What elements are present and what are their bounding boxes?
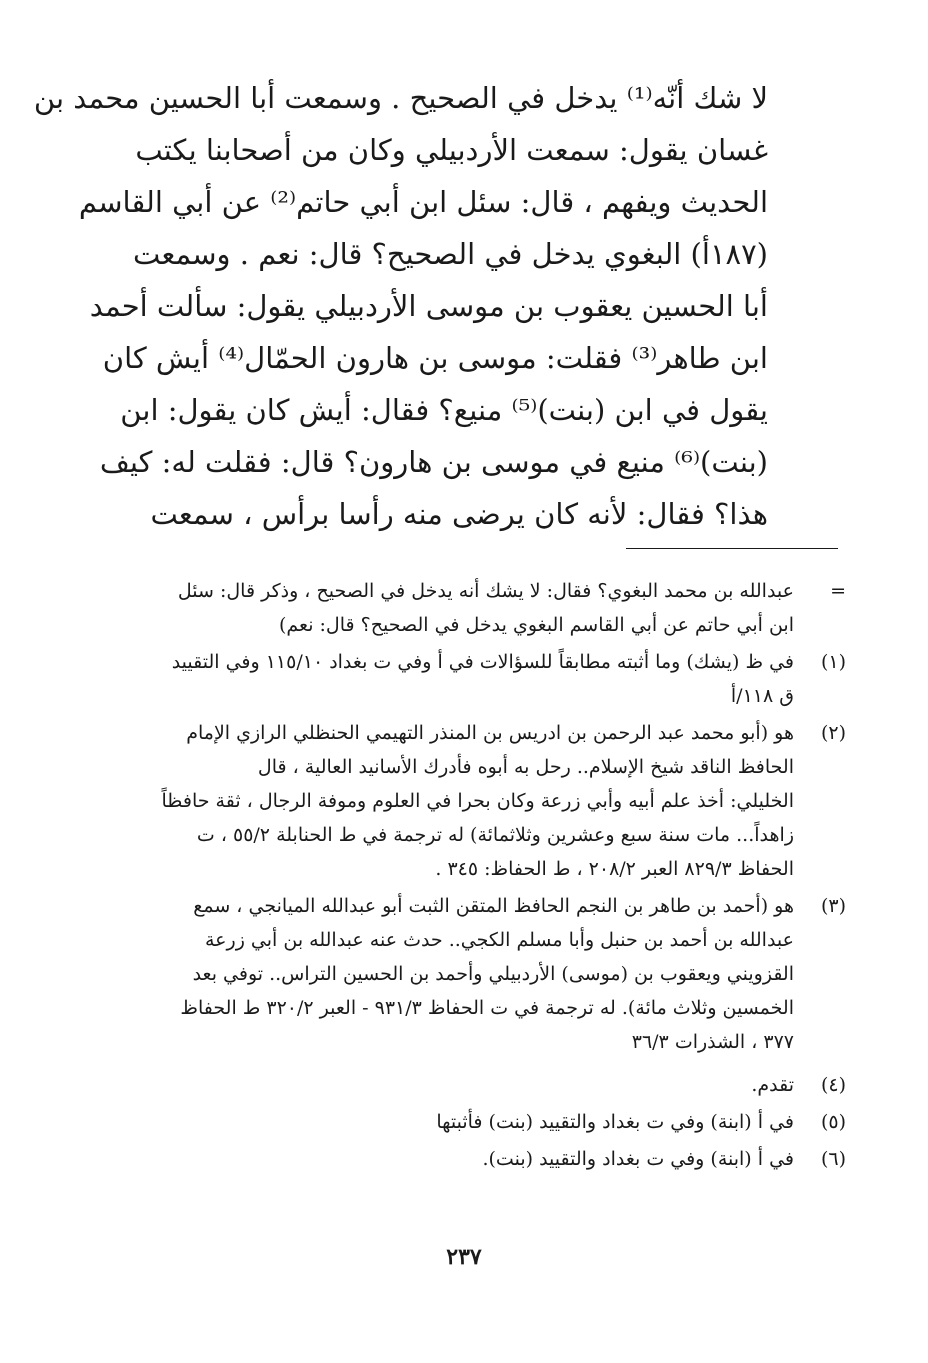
- footnote-body: [128, 889, 794, 1059]
- footnote-line: ابن أبي حاتم عن أبي القاسم البغوي يدخل في الصحيح؟ قال: نعم): [278, 614, 794, 636]
- footnote-line: في ظ (يشك) وما أثبته مطابقاً للسؤالات في أ وفي ت بغداد ١١٥/١٠ وفي التقييد: [171, 651, 794, 673]
- footnote-line: الخليلي: أخذ علم أبيه وأبي زرعة وكان بحرا في العلوم وموفة الرجال ، ثقة حافظاً: [161, 790, 794, 812]
- footnote-line: عبدالله بن أحمد بن حنبل وأبا مسلم الكجي.. حدث عنه عبدالله بن أبي زرعة: [205, 929, 794, 951]
- page-number: ٢٣٧: [446, 1244, 482, 1270]
- main-text-line: ابن طاهر⁽³⁾ فقلت: موسى بن هارون الحمّال⁽⁴⁾ أيش كان: [102, 341, 768, 375]
- footnote-body: [128, 1068, 794, 1102]
- footnote-line: القزويني ويعقوب بن (موسى) الأردبيلي وأحمد بن الحسين التراس.. توفي بعد: [192, 963, 794, 985]
- footnote-marker: (٦): [820, 1148, 846, 1170]
- footnote-5: [128, 1105, 846, 1139]
- footnote-marker: (٤): [820, 1074, 846, 1096]
- footnote-body: [128, 1142, 794, 1176]
- main-text-line: لا شك أنّه⁽¹⁾ يدخل في الصحيح . وسمعت أبا الحسين محمد بن: [33, 81, 768, 115]
- footnote-body: [128, 645, 794, 713]
- main-text-line: غسان يقول: سمعت الأردبيلي وكان من أصحابنا يكتب: [135, 133, 768, 167]
- footnote-line: ٣٧٧ ، الشذرات ٣٦/٣: [631, 1031, 794, 1053]
- footnote-marker: (١): [820, 651, 846, 673]
- footnote-marker: (٢): [820, 722, 846, 744]
- footnote-line: تقدم.: [751, 1074, 794, 1096]
- footnote-marker: =: [830, 580, 846, 602]
- footnote-divider: [626, 548, 838, 549]
- footnotes-section: [128, 574, 846, 1179]
- main-text-line: (١٨٧أ) البغوي يدخل في الصحيح؟ قال: نعم . وسمعت: [133, 237, 768, 271]
- footnote-2: [128, 716, 846, 886]
- footnote-3: [128, 889, 846, 1059]
- footnote-line: زاهداً... مات سنة سبع وعشرين وثلاثمائة) له ترجمة في ط الحنابلة ٥٥/٢ ، ت: [196, 824, 794, 846]
- footnote-4: [128, 1068, 846, 1102]
- footnote-marker: (٥): [820, 1111, 846, 1133]
- footnote-line: عبدالله بن محمد البغوي؟ فقال: لا يشك أنه يدخل في الصحيح ، وذكر قال: سئل: [177, 580, 794, 602]
- footnote-line: الحفاظ ٨٢٩/٣ العبر ٢٠٨/٢ ، ط الحفاظ: ٣٤٥ .: [435, 858, 794, 880]
- main-text-line: الحديث ويفهم ، قال: سئل ابن أبي حاتم⁽²⁾ عن أبي القاسم: [78, 185, 768, 219]
- footnote-line: هو (أحمد بن طاهر بن النجم الحافظ المتقن الثبت أبو عبدالله الميانجي ، سمع: [193, 895, 794, 917]
- footnote-body: [128, 716, 794, 886]
- main-text-block: [33, 72, 768, 540]
- footnote-continued: [128, 574, 846, 642]
- footnote-1: [128, 645, 846, 713]
- footnote-line: في أ (ابنة) وفي ت بغداد والتقييد (بنت).: [482, 1148, 794, 1170]
- footnote-body: [128, 1105, 794, 1139]
- footnote-line: ق ١١٨/أ: [730, 685, 794, 707]
- main-text-line: هذا؟ فقال: لأنه كان يرضى منه رأسا برأس ، سمعت: [150, 497, 768, 531]
- main-text-line: يقول في ابن (بنت)⁽⁵⁾ منيع؟ فقال: أيش كان يقول: ابن: [120, 393, 768, 427]
- footnote-line: الخمسين وثلاث مائة). له ترجمة في ت الحفاظ ٩٣١/٣ - العبر ٣٢٠/٢ ط الحفاظ: [180, 997, 794, 1019]
- footnote-line: هو (أبو محمد عبد الرحمن بن ادريس بن المنذر التهيمي الحنظلي الرازي الإمام: [186, 722, 794, 744]
- footnote-line: في أ (ابنة) وفي ت بغداد والتقييد (بنت) فأثبتها: [436, 1111, 794, 1133]
- footnote-6: [128, 1142, 846, 1176]
- footnote-body: [128, 574, 794, 642]
- main-text-line: (بنت)⁽⁶⁾ منيع في موسى بن هارون؟ قال: فقلت له: كيف: [99, 445, 768, 479]
- footnote-marker: (٣): [820, 895, 846, 917]
- footnote-line: الحافظ الناقد شيخ الإسلام.. رحل به أبوه فأدرك الأسانيد العالية ، قال: [257, 756, 794, 778]
- main-text-line: أبا الحسين يعقوب بن موسى الأردبيلي يقول: سألت أحمد: [89, 289, 768, 323]
